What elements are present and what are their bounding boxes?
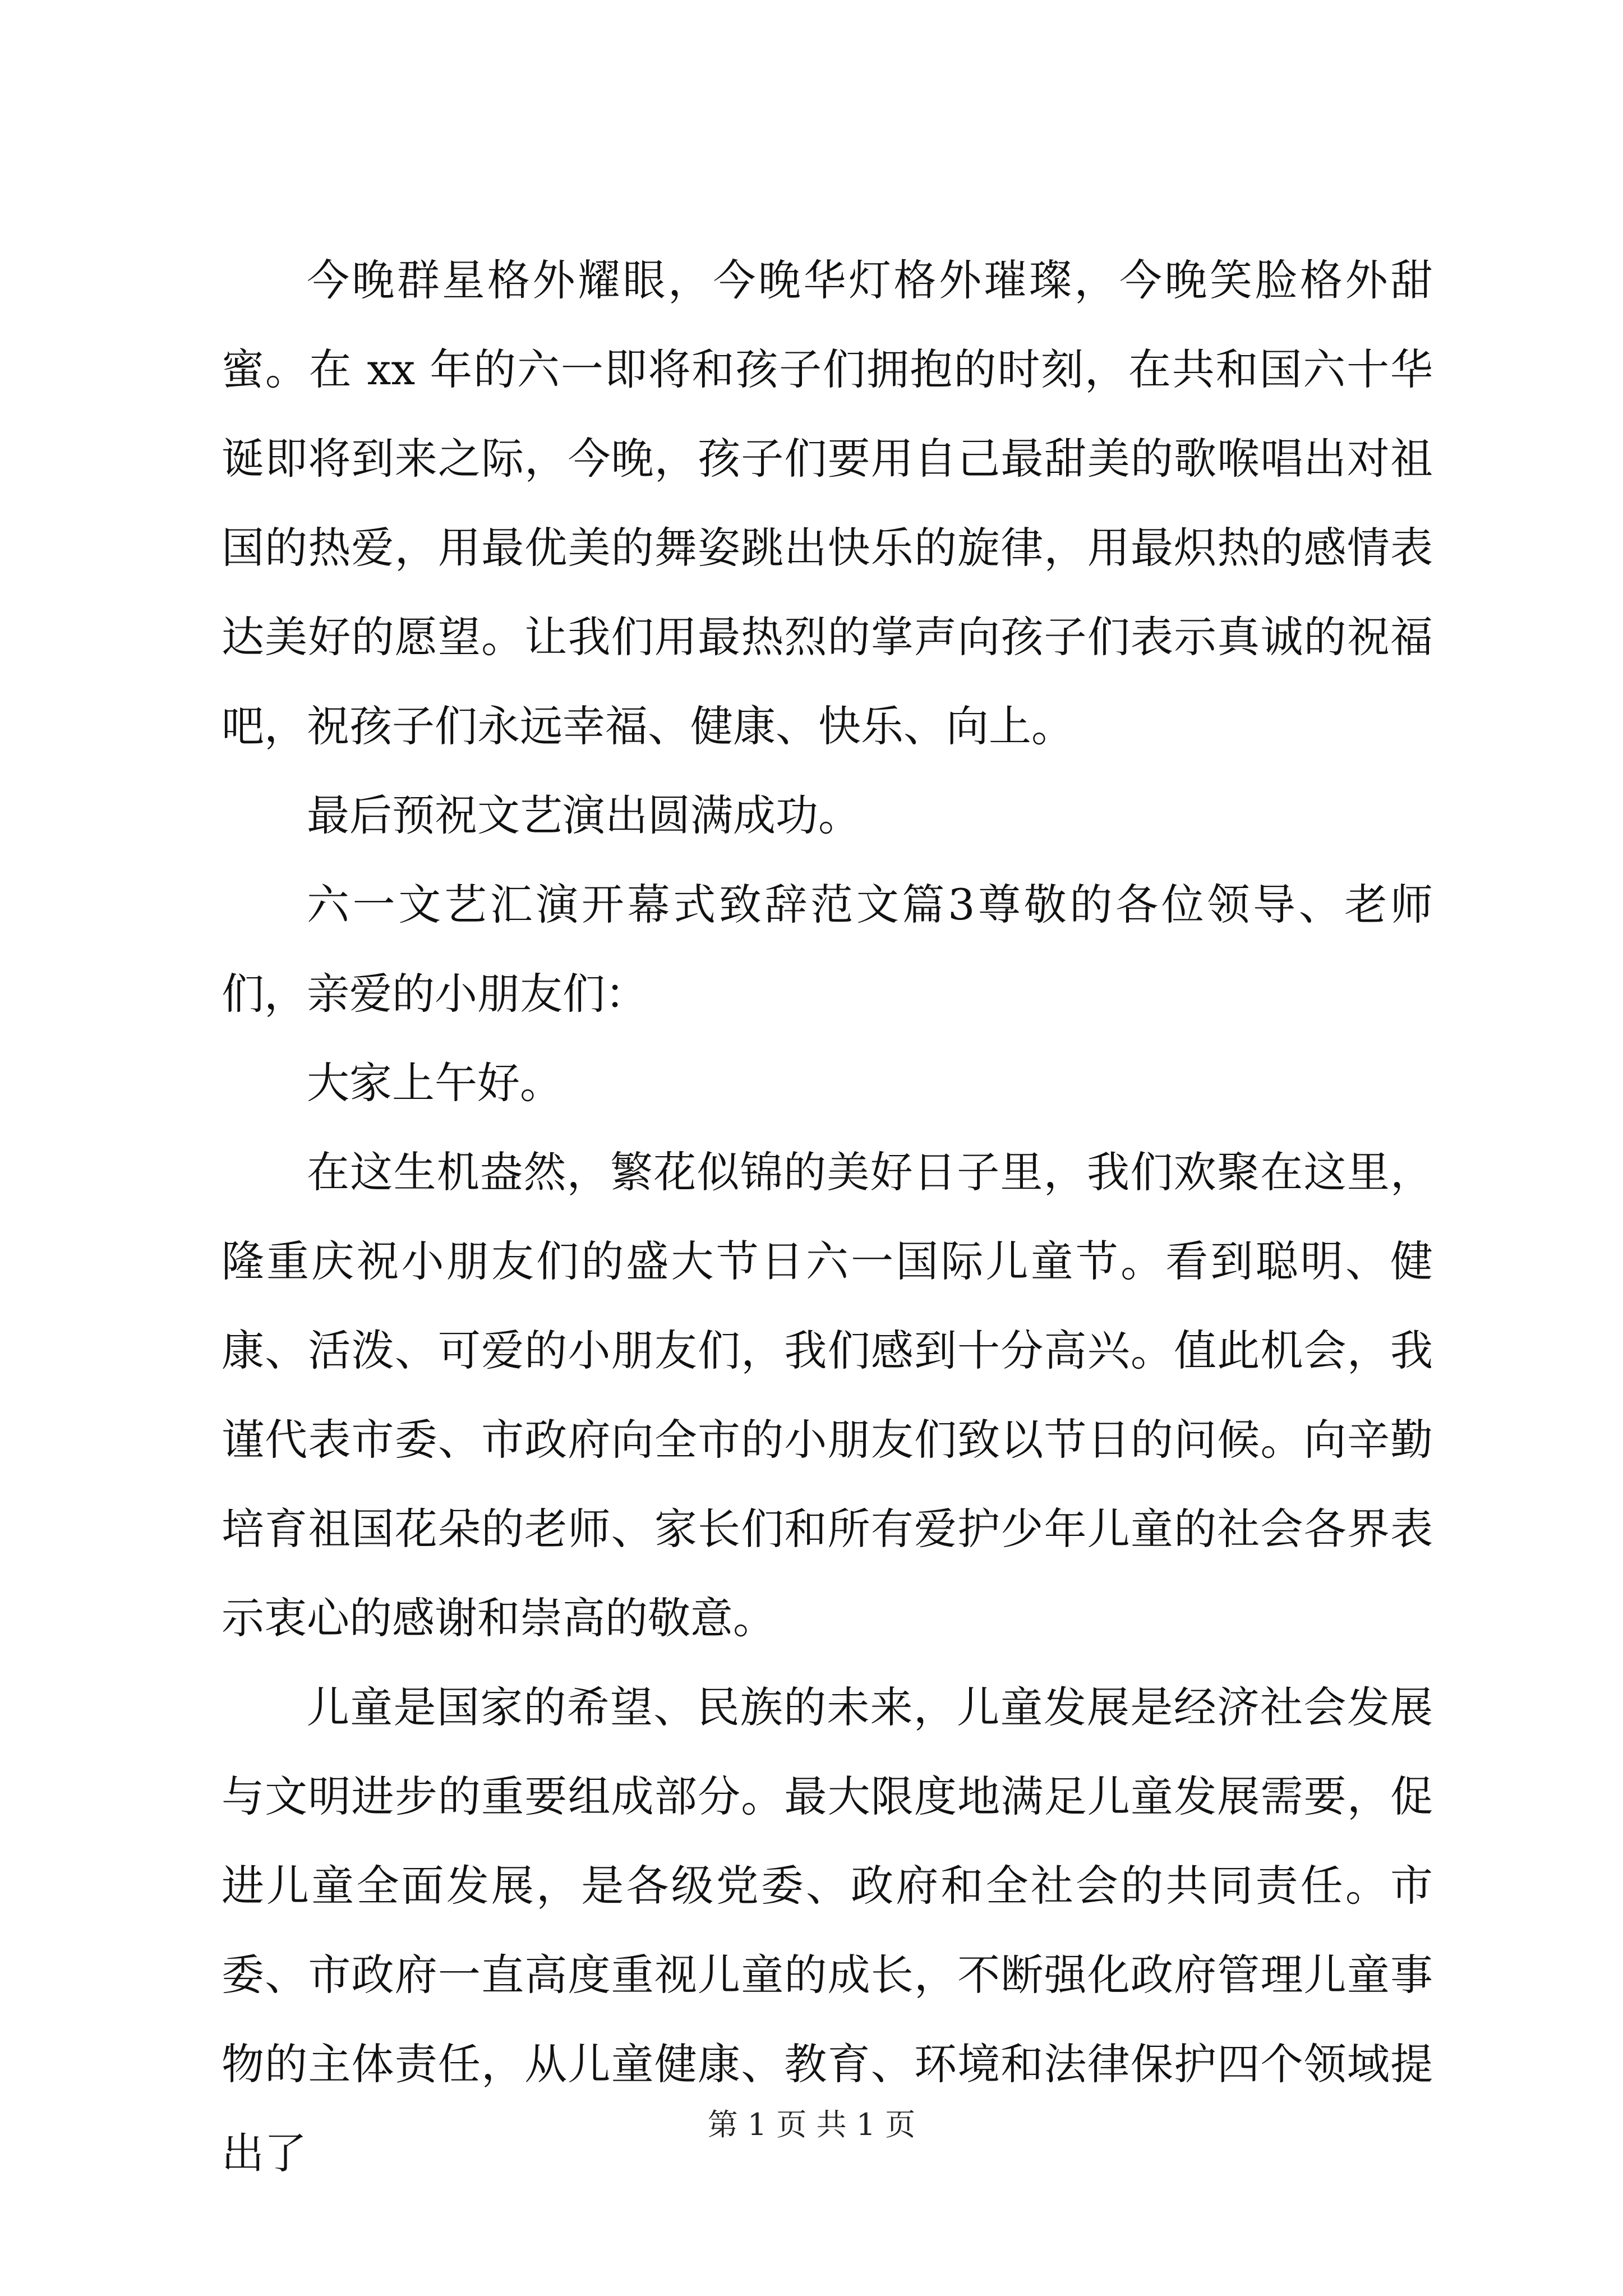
- paragraph-opening-evening: 今晚群星格外耀眼，今晚华灯格外璀璨，今晚笑脸格外甜蜜。在 xx 年的六一即将和孩子们拥抱的时刻，在共和国六十华诞即将到来之际，今晚，孩子们要用自己最甜美的歌喉唱出对祖国的热爱，用最优美的舞姿跳出快乐的旋律，用最炽热的感情表达美好的愿望。让我们用最热烈的掌声向孩子们表示真诚的祝福吧，祝孩子们永远幸福、健康、快乐、向上。: [222, 255, 1433, 751]
- paragraph-wish-success: 最后预祝文艺演出圆满成功。: [307, 790, 861, 840]
- document-body: [222, 236, 1433, 2198]
- paragraph-celebration: 在这生机盎然，繁花似锦的美好日子里，我们欢聚在这里，隆重庆祝小朋友们的盛大节日六一国际儿童节。看到聪明、健康、活泼、可爱的小朋友们，我们感到十分高兴。值此机会，我谨代表市委、市政府向全市的小朋友们致以节日的问候。向辛勤培育祖国花朵的老师、家长们和所有爱护少年儿童的社会各界表示衷心的感谢和崇高的敬意。: [222, 1147, 1433, 1643]
- paragraph-speech-3-title: 六一文艺汇演开幕式致辞范文篇3尊敬的各位领导、老师们，亲爱的小朋友们：: [222, 880, 1433, 1019]
- paragraph-children-development: 儿童是国家的希望、民族的未来，儿童发展是经济社会发展与文明进步的重要组成部分。最大限度地满足儿童发展需要，促进儿童全面发展，是各级党委、政府和全社会的共同责任。市委、市政府一直高度重视儿童的成长，不断强化政府管理儿童事物的主体责任，从儿童健康、教育、环境和法律保护四个领域提出了: [222, 1682, 1433, 2178]
- page-footer: 第 1 页 共 1 页: [707, 2107, 916, 2142]
- paragraph-greeting: 大家上午好。: [307, 1058, 562, 1108]
